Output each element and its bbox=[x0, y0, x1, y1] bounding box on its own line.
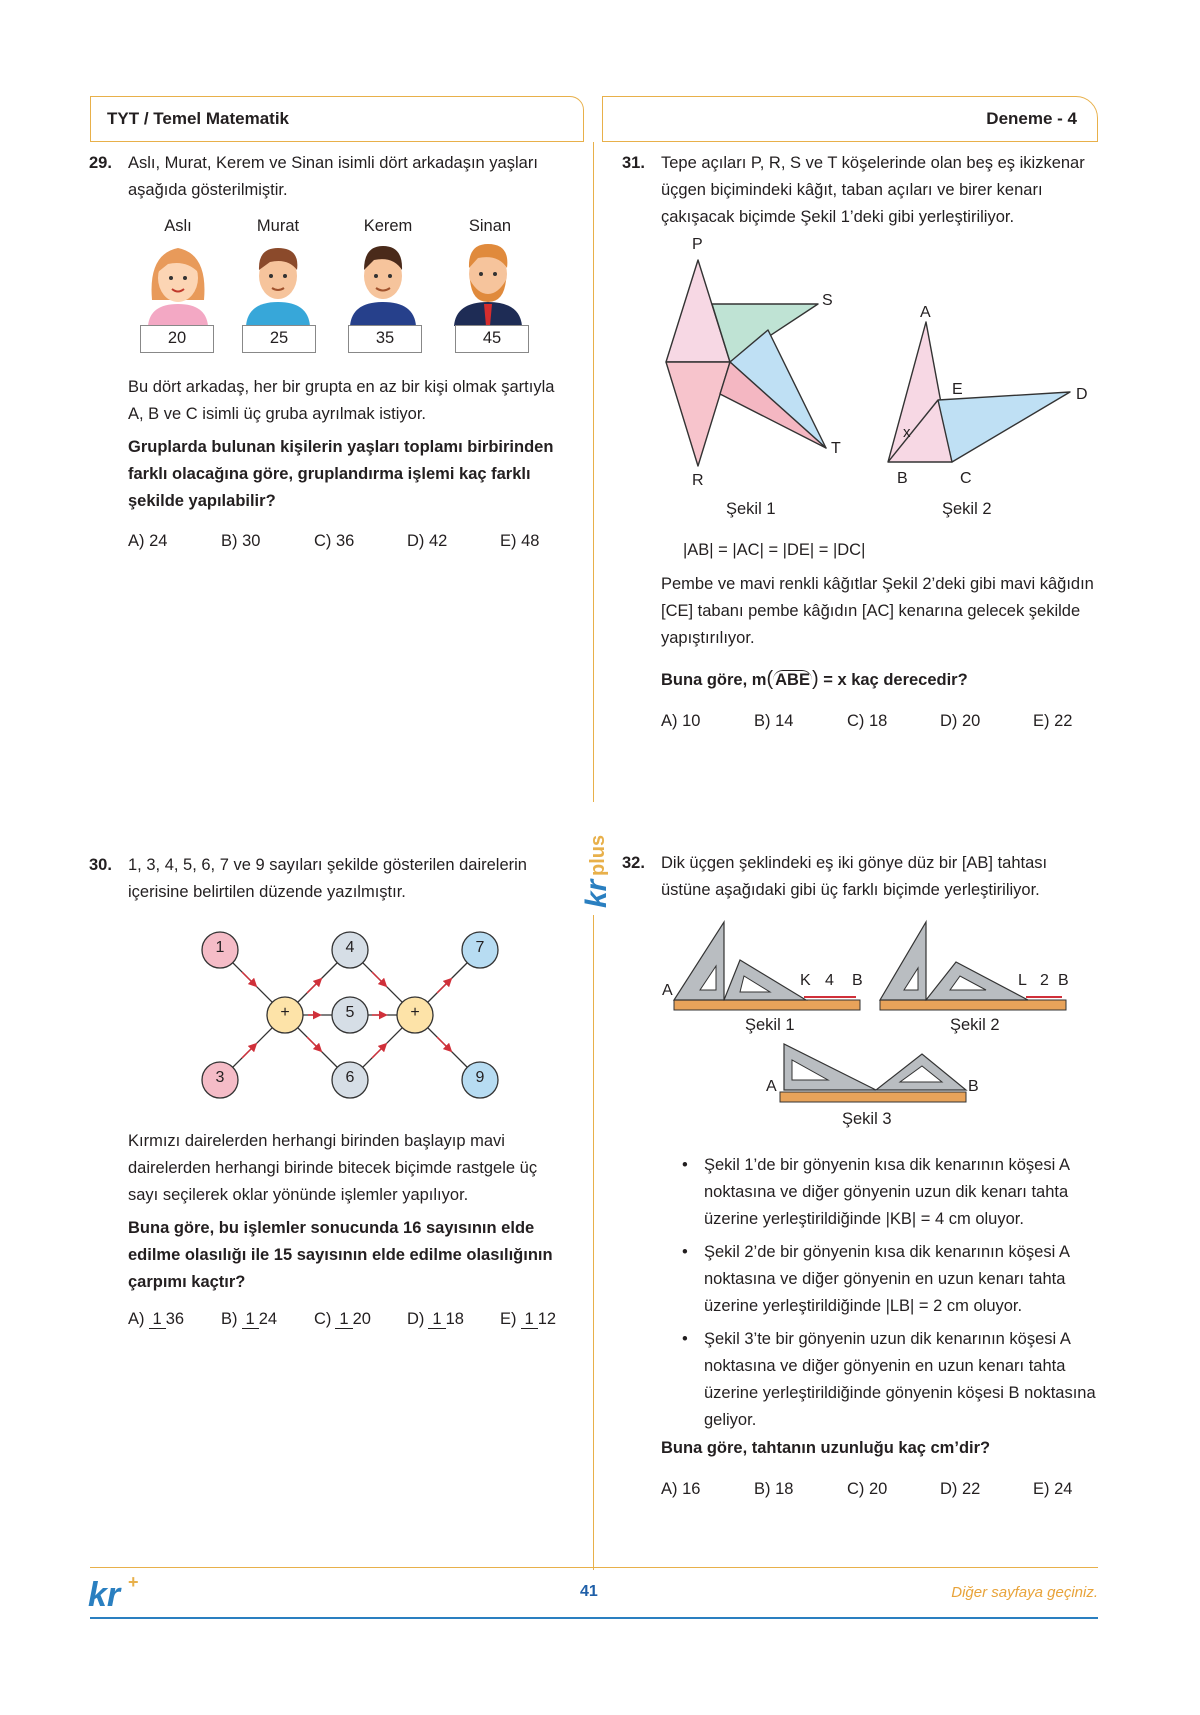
fig2-label-e: E bbox=[952, 381, 963, 398]
q32-number: 32. bbox=[622, 854, 645, 872]
header-left bbox=[90, 96, 584, 142]
q32-bullets bbox=[678, 1152, 1104, 1440]
q32-bullet-1: • Şekil 1’de bir gönyenin kısa dik kenarının köşesi A noktasına ve diğer gönyenin uzun dik kenarı tahta üzerine yerleştirildiğinde |KB| = 4 cm oluyor. bbox=[678, 1152, 1104, 1233]
fig1-label-r: R bbox=[692, 472, 704, 489]
fig1-caption: Şekil 1 bbox=[726, 500, 776, 518]
q31-option-d[interactable]: D) 20 bbox=[940, 712, 981, 730]
svg-text:kr: kr bbox=[88, 1576, 121, 1614]
q30-option-e[interactable]: E) 1 12 bbox=[500, 1310, 557, 1329]
q29-intro: Aslı, Murat, Kerem ve Sinan isimli dört arkadaşın yaşları aşağıda gösterilmiştir. bbox=[128, 154, 538, 199]
person-name-kerem: Kerem bbox=[363, 217, 413, 235]
fig32-3-caption: Şekil 3 bbox=[842, 1110, 892, 1128]
circle-label-3: 3 bbox=[215, 1069, 225, 1086]
q31-option-e[interactable]: E) 22 bbox=[1033, 712, 1073, 730]
person-age-sinan: 45 bbox=[455, 325, 529, 353]
person-sinan-avatar bbox=[454, 244, 522, 326]
q31-body-2 bbox=[661, 571, 1101, 658]
fig2-label-b: B bbox=[897, 470, 908, 487]
q30-number: 30. bbox=[89, 856, 112, 874]
q31-text: Pembe ve mavi renkli kâğıtlar Şekil 2’deki gibi mavi kâğıdın [CE] tabanı pembe kâğıdın [AC] kenarına gelecek şekilde yapıştırılıyor. bbox=[661, 575, 1094, 647]
q30-body bbox=[128, 852, 568, 912]
q29-body bbox=[128, 150, 568, 210]
header-subject: TYT / Temel Matematik bbox=[107, 109, 290, 128]
q32-option-c[interactable]: C) 20 bbox=[847, 1480, 888, 1498]
q30-option-c[interactable]: C) 1 20 bbox=[314, 1310, 371, 1329]
q29-option-e[interactable]: E) 48 bbox=[500, 532, 540, 550]
svg-text:kr: kr bbox=[580, 879, 613, 908]
next-page-note: Diğer sayfaya geçiniz. bbox=[951, 1584, 1098, 1601]
q29-body-2 bbox=[128, 374, 568, 521]
header-right bbox=[602, 96, 1098, 142]
q32-question: Buna göre, tahtanın uzunluğu kaç cm’dir? bbox=[661, 1439, 991, 1457]
column-divider-bottom bbox=[593, 915, 594, 1570]
q31-option-b[interactable]: B) 14 bbox=[754, 712, 794, 730]
q31-option-c[interactable]: C) 18 bbox=[847, 712, 888, 730]
person-name-sinan: Sinan bbox=[468, 217, 512, 235]
q29-option-d[interactable]: D) 42 bbox=[407, 532, 448, 550]
q31-equation: |AB| = |AC| = |DE| = |DC| bbox=[683, 541, 866, 559]
q29-number: 29. bbox=[89, 154, 112, 172]
fig2-label-c: C bbox=[960, 470, 972, 487]
page-number: 41 bbox=[580, 1583, 598, 1600]
q32-option-b[interactable]: B) 18 bbox=[754, 1480, 794, 1498]
fig32-2-label-b: B bbox=[1058, 972, 1069, 989]
footer-bottom-line bbox=[90, 1617, 1098, 1619]
fig2-label-d: D bbox=[1076, 386, 1088, 403]
q30-intro: 1, 3, 4, 5, 6, 7 ve 9 sayıları şekilde gösterilen dairelerin içerisine belirtilen düzende yazılmıştır. bbox=[128, 856, 527, 901]
svg-text:+: + bbox=[128, 1572, 139, 1592]
q32-body bbox=[661, 850, 1101, 910]
circle-label-1: 1 bbox=[215, 939, 225, 956]
person-age-kerem: 35 bbox=[348, 325, 422, 353]
q31-number: 31. bbox=[622, 154, 645, 172]
person-age-murat: 25 bbox=[242, 325, 316, 353]
person-name-murat: Murat bbox=[256, 217, 300, 235]
circle-label-4: 4 bbox=[345, 939, 355, 956]
q29-question: Gruplarda bulunan kişilerin yaşları toplamı birbirinden farklı olacağına göre, gruplandırma işlemi kaç farklı şekilde yapılabilir? bbox=[128, 438, 554, 510]
q31-body bbox=[661, 150, 1101, 237]
svg-text:plus: plus bbox=[587, 834, 609, 876]
circle-label-9: 9 bbox=[475, 1069, 485, 1086]
fig32-1-label-a: A bbox=[662, 982, 673, 999]
fig32-2 bbox=[880, 922, 1066, 1010]
column-divider-top bbox=[593, 142, 594, 802]
footer-logo bbox=[88, 1570, 148, 1619]
q30-options bbox=[128, 1310, 570, 1329]
q30-option-a[interactable]: A) 1 36 bbox=[128, 1310, 185, 1329]
person-name-asli: Aslı bbox=[164, 217, 192, 235]
fig2-label-x: x bbox=[903, 424, 911, 441]
q30-text: Kırmızı dairelerden herhangi birinden başlayıp mavi dairelerden herhangi birinde bitecek biçimde rastgele üç sayı seçilerek oklar yönünde işlemler yapılıyor. bbox=[128, 1132, 538, 1204]
person-asli-avatar bbox=[148, 248, 208, 326]
fig32-1-label-len: 4 bbox=[825, 972, 834, 989]
person-murat-avatar bbox=[246, 248, 310, 326]
fig32-1-caption: Şekil 1 bbox=[745, 1016, 795, 1034]
q31-option-a[interactable]: A) 10 bbox=[661, 712, 701, 730]
fig1-label-s: S bbox=[822, 292, 833, 309]
q29-text: Bu dört arkadaş, her bir grupta en az bir kişi olmak şartıyla A, B ve C isimli üç gruba ayrılmak istiyor. bbox=[128, 378, 555, 423]
q31-figures bbox=[660, 242, 1100, 472]
fig1-label-t: T bbox=[831, 440, 841, 457]
footer-top-line bbox=[90, 1567, 1098, 1568]
q29-option-c[interactable]: C) 36 bbox=[314, 532, 355, 550]
fig2-label-a: A bbox=[920, 304, 931, 321]
fig1-label-p: P bbox=[692, 236, 703, 253]
circle-label-plus-left: + bbox=[280, 1004, 290, 1021]
fig32-1-label-k: K bbox=[800, 972, 811, 989]
q32-options bbox=[661, 1480, 1093, 1499]
header-exam: Deneme - 4 bbox=[986, 109, 1077, 128]
circle-label-6: 6 bbox=[345, 1069, 355, 1086]
q31-question: Buna göre, m( ABE ) = x kaç derecedir? bbox=[661, 668, 968, 690]
q30-option-d[interactable]: D) 1 18 bbox=[407, 1310, 464, 1329]
q32-option-e[interactable]: E) 24 bbox=[1033, 1480, 1073, 1498]
q30-body-2 bbox=[128, 1128, 568, 1302]
q32-option-d[interactable]: D) 22 bbox=[940, 1480, 981, 1498]
fig32-1-label-b: B bbox=[852, 972, 863, 989]
q30-option-b[interactable]: B) 1 24 bbox=[221, 1310, 278, 1329]
q32-bullet-3: • Şekil 3’te bir gönyenin uzun dik kenarının köşesi A noktasına ve diğer gönyenin en uzun kenarı tahta üzerine yerleştirildiğinde gönyenin köşesi B noktasına geliyor. bbox=[678, 1326, 1104, 1434]
q30-question: Buna göre, bu işlemler sonucunda 16 sayısının elde edilme olasılığı ile 15 sayısının elde edilme olasılığının çarpımı kaçtır? bbox=[128, 1219, 553, 1291]
q32-intro: Dik üçgen şeklindeki eş iki gönye düz bir [AB] tahtası üstüne aşağıdaki gibi üç farklı biçimde yerleştiriliyor. bbox=[661, 854, 1048, 899]
side-logo bbox=[570, 808, 616, 917]
fig32-2-label-l: L bbox=[1018, 972, 1027, 989]
circle-label-7: 7 bbox=[475, 939, 485, 956]
fig32-2-caption: Şekil 2 bbox=[950, 1016, 1000, 1034]
fig32-2-label-len: 2 bbox=[1040, 972, 1049, 989]
q32-figures bbox=[660, 918, 1080, 1108]
fig32-3-label-a: A bbox=[766, 1078, 777, 1095]
q31-angle: ABE bbox=[775, 671, 810, 689]
q32-option-a[interactable]: A) 16 bbox=[661, 1480, 701, 1498]
q29-option-b[interactable]: B) 30 bbox=[221, 532, 261, 550]
q32-bullet-2: • Şekil 2’de bir gönyenin kısa dik kenarının köşesi A noktasına ve diğer gönyenin en uzun kenarı tahta üzerine yerleştirildiğinde |LB| = 2 cm oluyor. bbox=[678, 1239, 1104, 1320]
fig32-3 bbox=[780, 1044, 966, 1102]
q31-intro: Tepe açıları P, R, S ve T köşelerinde olan beş eş ikizkenar üçgen biçimindeki kâğıt, taban açıları ve birer kenarı çakışacak biçimde Şekil 1’deki gibi yerleştiriliyor. bbox=[661, 154, 1085, 226]
person-kerem-avatar bbox=[350, 246, 416, 326]
circle-label-5: 5 bbox=[345, 1004, 355, 1021]
fig2-caption: Şekil 2 bbox=[942, 500, 992, 518]
circle-label-plus-right: + bbox=[410, 1004, 420, 1021]
q31-options bbox=[661, 712, 1093, 731]
fig32-1 bbox=[674, 922, 860, 1010]
fig32-3-label-b: B bbox=[968, 1078, 979, 1095]
q29-option-a[interactable]: A) 24 bbox=[128, 532, 168, 550]
q29-options bbox=[128, 532, 560, 551]
person-age-asli: 20 bbox=[140, 325, 214, 353]
